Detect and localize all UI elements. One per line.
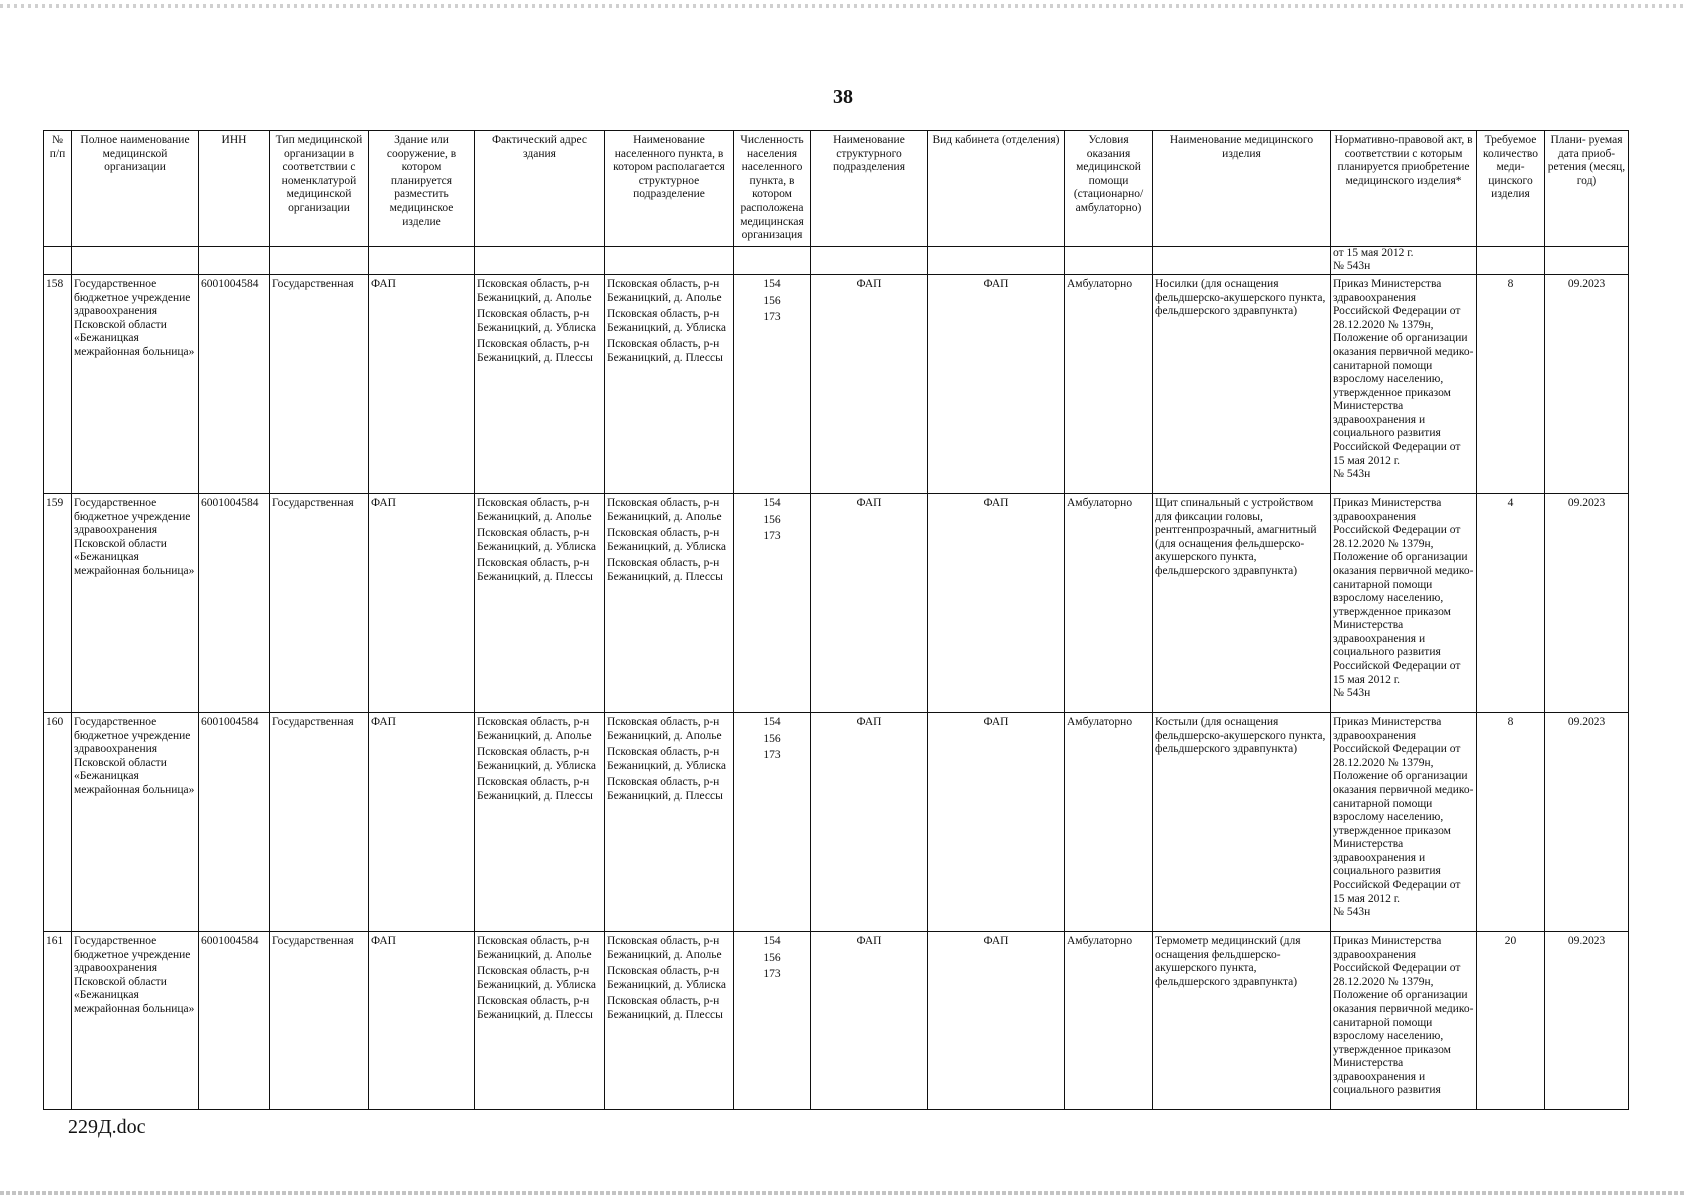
row-act: Приказ Министерства здравоохранения Российской Федерации от 28.12.2020 № 1379н, Положение об организации оказания первичной медико-санитарной помощи взрослому населению, утвержденное приказом Министерства здравоохранения и социального развития Российской Федерации от 15 мая 2012 г. № 543н bbox=[1331, 493, 1477, 712]
row-settlements: Псковская область, р-н Бежаницкий, д. Аполье Псковская область, р-н Бежаницкий, д. Ублиска Псковская область, р-н Бежаницкий, д. Плессы bbox=[605, 931, 734, 1109]
row-quantity: 8 bbox=[1477, 274, 1545, 493]
row-type: Государственная bbox=[270, 931, 369, 1109]
row-inn: 6001004584 bbox=[199, 493, 270, 712]
row-num: 161 bbox=[44, 931, 72, 1109]
header-quantity: Требуемое количество меди- цинского изделия bbox=[1477, 131, 1545, 247]
table-row bbox=[44, 931, 1629, 1109]
page-number: 38 bbox=[833, 86, 853, 108]
table-header-row bbox=[44, 131, 1629, 247]
row-conditions: Амбулаторно bbox=[1065, 274, 1153, 493]
row-population: 154 156 173 bbox=[734, 931, 811, 1109]
continuation-row bbox=[44, 246, 1629, 274]
row-addresses: Псковская область, р-н Бежаницкий, д. Аполье Псковская область, р-н Бежаницкий, д. Ублиска Псковская область, р-н Бежаницкий, д. Плессы bbox=[475, 931, 605, 1109]
row-date: 09.2023 bbox=[1545, 493, 1629, 712]
row-building: ФАП bbox=[369, 274, 475, 493]
row-inn: 6001004584 bbox=[199, 274, 270, 493]
row-population: 154 156 173 bbox=[734, 712, 811, 931]
row-device: Термометр медицинский (для оснащения фельдшерско-акушерского пункта, фельдшерского здравпункта) bbox=[1153, 931, 1331, 1109]
header-unit: Наименование структурного подразделения bbox=[811, 131, 928, 247]
row-inn: 6001004584 bbox=[199, 931, 270, 1109]
row-quantity: 20 bbox=[1477, 931, 1545, 1109]
header-act: Нормативно-правовой акт, в соответствии с которым планируется приобретение медицинского изделия* bbox=[1331, 131, 1477, 247]
header-address: Фактический адрес здания bbox=[475, 131, 605, 247]
table-row bbox=[44, 493, 1629, 712]
row-addresses: Псковская область, р-н Бежаницкий, д. Аполье Псковская область, р-н Бежаницкий, д. Ублиска Псковская область, р-н Бежаницкий, д. Плессы bbox=[475, 712, 605, 931]
header-building: Здание или сооружение, в котором планируется разместить медицинское изделие bbox=[369, 131, 475, 247]
row-act: Приказ Министерства здравоохранения Российской Федерации от 28.12.2020 № 1379н, Положение об организации оказания первичной медико-санитарной помощи взрослому населению, утвержденное приказом Министерства здравоохранения и социального развития Российской Федерации от 15 мая 2012 г. № 543н bbox=[1331, 712, 1477, 931]
row-population: 154 156 173 bbox=[734, 274, 811, 493]
row-unit: ФАП bbox=[811, 493, 928, 712]
row-building: ФАП bbox=[369, 712, 475, 931]
row-date: 09.2023 bbox=[1545, 274, 1629, 493]
row-num: 160 bbox=[44, 712, 72, 931]
scan-edge-bottom bbox=[0, 1191, 1686, 1195]
row-type: Государственная bbox=[270, 493, 369, 712]
row-cabinet: ФАП bbox=[928, 931, 1065, 1109]
header-num: № п/п bbox=[44, 131, 72, 247]
row-device: Костыли (для оснащения фельдшерско-акушерского пункта, фельдшерского здравпункта) bbox=[1153, 712, 1331, 931]
scan-edge-top bbox=[0, 4, 1686, 8]
row-org: Государственное бюджетное учреждение здравоохранения Псковской области «Бежаницкая межрайонная больница» bbox=[72, 931, 199, 1109]
row-quantity: 8 bbox=[1477, 712, 1545, 931]
row-building: ФАП bbox=[369, 931, 475, 1109]
row-num: 158 bbox=[44, 274, 72, 493]
row-org: Государственное бюджетное учреждение здравоохранения Псковской области «Бежаницкая межрайонная больница» bbox=[72, 712, 199, 931]
row-org: Государственное бюджетное учреждение здравоохранения Псковской области «Бежаницкая межрайонная больница» bbox=[72, 493, 199, 712]
row-org: Государственное бюджетное учреждение здравоохранения Псковской области «Бежаницкая межрайонная больница» bbox=[72, 274, 199, 493]
row-conditions: Амбулаторно bbox=[1065, 931, 1153, 1109]
row-cabinet: ФАП bbox=[928, 493, 1065, 712]
table-row bbox=[44, 712, 1629, 931]
header-inn: ИНН bbox=[199, 131, 270, 247]
row-addresses: Псковская область, р-н Бежаницкий, д. Аполье Псковская область, р-н Бежаницкий, д. Ублиска Псковская область, р-н Бежаницкий, д. Плессы bbox=[475, 493, 605, 712]
row-unit: ФАП bbox=[811, 274, 928, 493]
continuation-act: от 15 мая 2012 г. № 543н bbox=[1331, 246, 1477, 274]
row-device: Щит спинальный с устройством для фиксации головы, рентгенпрозрачный, амагнитный (для оснащения фельдшерско-акушерского пункта, фельдшерского здравпункта) bbox=[1153, 493, 1331, 712]
header-population: Численность населения населенного пункта, в котором расположена медицинская организация bbox=[734, 131, 811, 247]
row-settlements: Псковская область, р-н Бежаницкий, д. Аполье Псковская область, р-н Бежаницкий, д. Ублиска Псковская область, р-н Бежаницкий, д. Плессы bbox=[605, 712, 734, 931]
row-population: 154 156 173 bbox=[734, 493, 811, 712]
row-unit: ФАП bbox=[811, 931, 928, 1109]
row-addresses: Псковская область, р-н Бежаницкий, д. Аполье Псковская область, р-н Бежаницкий, д. Ублиска Псковская область, р-н Бежаницкий, д. Плессы bbox=[475, 274, 605, 493]
header-device: Наименование медицинского изделия bbox=[1153, 131, 1331, 247]
header-settlement: Наименование населенного пункта, в котором располагается структурное подразделение bbox=[605, 131, 734, 247]
table-row bbox=[44, 274, 1629, 493]
header-conditions: Условия оказания медицинской помощи (стационарно/ амбулаторно) bbox=[1065, 131, 1153, 247]
row-date: 09.2023 bbox=[1545, 712, 1629, 931]
row-type: Государственная bbox=[270, 274, 369, 493]
row-conditions: Амбулаторно bbox=[1065, 493, 1153, 712]
row-act: Приказ Министерства здравоохранения Российской Федерации от 28.12.2020 № 1379н, Положение об организации оказания первичной медико-санитарной помощи взрослому населению, утвержденное приказом Министерства здравоохранения и социального развития bbox=[1331, 931, 1477, 1109]
header-type: Тип медицинской организации в соответствии с номенклатурой медицинской организации bbox=[270, 131, 369, 247]
row-inn: 6001004584 bbox=[199, 712, 270, 931]
row-cabinet: ФАП bbox=[928, 274, 1065, 493]
row-quantity: 4 bbox=[1477, 493, 1545, 712]
header-date: Плани- руемая дата приоб- ретения (месяц, год) bbox=[1545, 131, 1629, 247]
row-date: 09.2023 bbox=[1545, 931, 1629, 1109]
row-building: ФАП bbox=[369, 493, 475, 712]
footer-filename: 229Д.doc bbox=[68, 1116, 146, 1138]
row-device: Носилки (для оснащения фельдшерско-акушерского пункта, фельдшерского здравпункта) bbox=[1153, 274, 1331, 493]
row-settlements: Псковская область, р-н Бежаницкий, д. Аполье Псковская область, р-н Бежаницкий, д. Ублиска Псковская область, р-н Бежаницкий, д. Плессы bbox=[605, 493, 734, 712]
row-unit: ФАП bbox=[811, 712, 928, 931]
row-act: Приказ Министерства здравоохранения Российской Федерации от 28.12.2020 № 1379н, Положение об организации оказания первичной медико-санитарной помощи взрослому населению, утвержденное приказом Министерства здравоохранения и социального развития Российской Федерации от 15 мая 2012 г. № 543н bbox=[1331, 274, 1477, 493]
row-num: 159 bbox=[44, 493, 72, 712]
header-org: Полное наименование медицинской организации bbox=[72, 131, 199, 247]
row-cabinet: ФАП bbox=[928, 712, 1065, 931]
header-cabinet: Вид кабинета (отделения) bbox=[928, 131, 1065, 247]
row-type: Государственная bbox=[270, 712, 369, 931]
devices-table bbox=[43, 130, 1629, 1110]
row-settlements: Псковская область, р-н Бежаницкий, д. Аполье Псковская область, р-н Бежаницкий, д. Ублиска Псковская область, р-н Бежаницкий, д. Плессы bbox=[605, 274, 734, 493]
row-conditions: Амбулаторно bbox=[1065, 712, 1153, 931]
